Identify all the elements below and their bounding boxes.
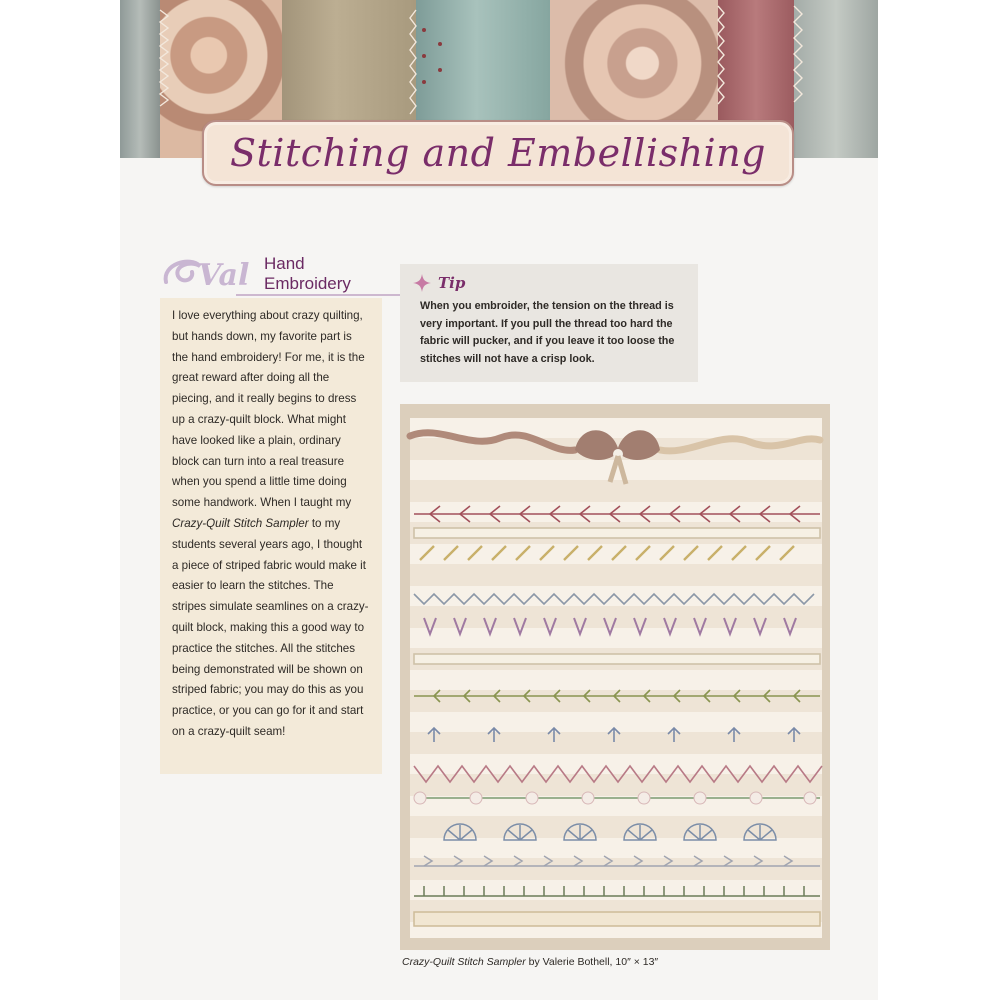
sidebar-text-part2: to my students several years ago, I thought a piece of striped fabric would make it easier to learn the stitches. The stripes simulate seamlines on a crazy-quilt block, making this a good way to practice the stitches. All the stitches being demonstrated will be shown on striped fabric; you may do this as you practice, or you can go for it and start on a crazy-quilt seam! (172, 516, 369, 738)
title-plaque (202, 120, 794, 186)
page-title: Stitching and Embellishing (229, 131, 767, 175)
tip-label: Tip (438, 274, 466, 292)
val-header (160, 250, 422, 298)
sampler-illustration (400, 404, 830, 950)
sidebar-box (160, 298, 382, 774)
sidebar-topic-line1: Hand (264, 254, 305, 273)
val-logo: Val (198, 258, 250, 293)
sidebar-topic (264, 254, 351, 294)
caption-rest: by Valerie Bothell, 10″ × 13″ (525, 956, 659, 968)
sidebar-paragraph (172, 306, 370, 743)
flower-star-icon (412, 273, 432, 293)
stitch-sampler-photo (400, 404, 830, 950)
sidebar-text-italic: Crazy-Quilt Stitch Sampler (172, 516, 309, 530)
tip-box (400, 264, 698, 382)
sidebar-topic-line2: Embroidery (264, 274, 351, 293)
sidebar-divider (236, 294, 422, 296)
book-page (120, 0, 878, 1000)
tip-header (420, 272, 684, 294)
sidebar-text-part1: I love everything about crazy quilting, but hands down, my favorite part is the hand embroidery! For me, it is the great reward after doing all the piecing, and it really begins to dress up a crazy-quilt block. What might have looked like a plain, ordinary block can turn into a real treasure when you spend a little time doing some handwork. When I taught my (172, 309, 365, 510)
caption-title: Crazy-Quilt Stitch Sampler (402, 956, 526, 968)
tip-text: When you embroider, the tension on the thread is very important. If you pull the thread too hard the fabric will pucker, and if you leave it too loose the stitches will not have a crisp look. (420, 300, 675, 365)
figure-caption (402, 956, 832, 968)
